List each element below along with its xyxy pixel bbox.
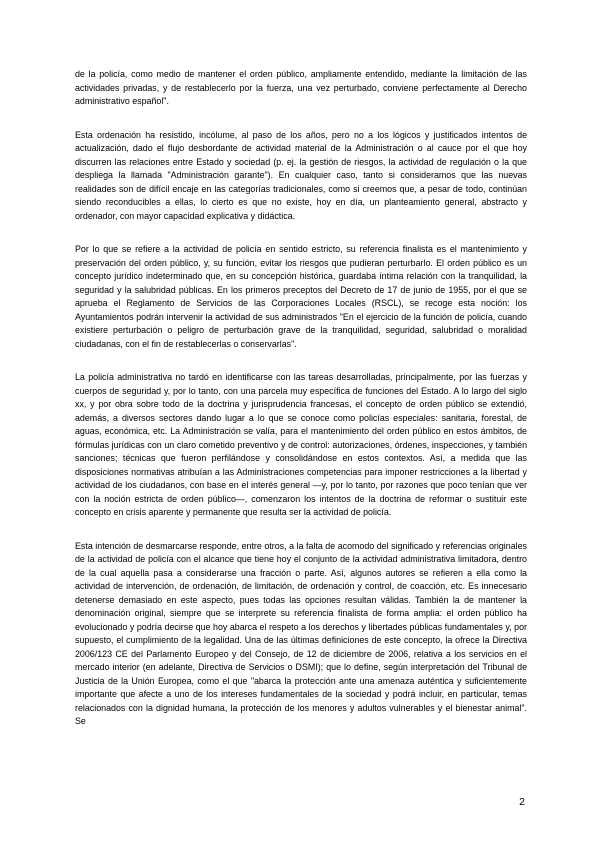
paragraph-4: La policía administrativa no tardó en identificarse con las tareas desarrolladas, principalmente, por las fuerzas y cuerpos de seguridad y, por lo tanto, con una parcela muy específica de funciones del Estado. A lo largo del siglo xx, y por obra sobre todo de la doctrina y jurisprudencia francesas, el concepto de orden público se extendió, además, a diversos sectores dando lugar a lo que se conoce como policías especiales: sanitaria, forestal, de aguas, económica, etc. La Administración se valía, para el mantenimiento del orden público en estos ámbitos, de fórmulas jurídicas con un claro cometido preventivo y de control: autorizaciones, órdenes, inspecciones, y también sanciones; técnicas que fueron perfilándose y consolidándose en estos contextos. Así, a medida que las disposiciones normativas atribuían a las Administraciones competencias para imponer restricciones a la libertad y actividad de los ciudadanos, con base en el interés general —y, por lo tanto, por razones que poco tenían que ver con la noción estricta de orden público—, comenzaron los intentos de la doctrina de reformar o sustituir este concepto en crisis aparente y permanente que resulta ser la actividad de policía. (75, 372, 527, 517)
page-number: 2 (519, 796, 525, 808)
document-body (75, 68, 527, 749)
paragraph-5: Esta intención de desmarcarse responde, entre otros, a la falta de acomodo del significado y referencias originales de la actividad de policía con el alcance que tiene hoy el conjunto de la actividad administrativa limitadora, dentro de la cual aquella pasa a considerarse una fracción o parte. Así, algunos autores se refieren a ella como la actividad de intervención, de ordenación, de limitación, de ordenación y control, de coacción, etc. Es innecesario detenerse demasiado en este aspecto, pues todas las opciones resultan válidas. También la de mantener la denominación original, siempre que se interprete su referencia finalista de forma amplia: el orden público ha evolucionado y podría decirse que hoy abarca el respeto a los derechos y libertades públicas fundamentales y, por supuesto, el cumplimiento de la legalidad. Una de las últimas definiciones de este concepto, la ofrece la Directiva 2006/123 CE del Parlamento Europeo y del Consejo, de 12 de diciembre de 2006, relativa a los servicios en el mercado interior (en adelante, Directiva de Servicios o DSMI); que lo define, según interpretación del Tribunal de Justicia de la Unión Europea, como el que "abarca la protección ante una amenaza auténtica y suficientemente importante que afecte a uno de los intereses fundamentales de la sociedad y podrá incluir, en particular, temas relacionados con la dignidad humana, la protección de los menores y adultos vulnerables y el bienestar animal". Se (75, 540, 527, 726)
paragraph-3: Por lo que se refiere a la actividad de policía en sentido estricto, su referencia finalista es el mantenimiento y preservación del orden público, y, su función, evitar los riesgos que pudieran perturbarlo. El orden público es un concepto jurídico indeterminado que, en su concepción histórica, guardaba íntima relación con la tranquilidad, la seguridad y la salubridad públicas. En los primeros preceptos del Decreto de 17 de junio de 1955, por el que se aprueba el Reglamento de Servicios de las Corporaciones Locales (RSCL), se recoge esta noción: los Ayuntamientos podrán intervenir la actividad de sus administrados "En el ejercicio de la función de policía, cuando existiere perturbación o peligro de perturbación grave de la tranquilidad, seguridad, salubridad o moralidad ciudadanas, con el fin de restablecerlas o conservarlas". (75, 244, 527, 349)
paragraph-2: Esta ordenación ha resistido, incólume, al paso de los años, pero no a los lógicos y justificados intentos de actualización, dado el flujo desbordante de actividad material de la Administración o al cauce por el que hoy discurren las relaciones entre Estado y sociedad (p. ej. la gestión de riesgos, la actividad de regulación o la que despliega la llamada "Administración garante"). En cualquier caso, tanto si consideramos que las nuevas realidades son de difícil encaje en las categorías tradicionales, como si creemos que, a pesar de todo, continúan siendo reconducibles a ellas, lo cierto es que no existe, hoy en día, un planteamiento general, abstracto y ordenador, con mayor capacidad explicativa y didáctica. (75, 129, 527, 221)
paragraph-1: de la policía, como medio de mantener el orden público, ampliamente entendido, mediante la limitación de las actividades privadas, y de restablecerlo por la fuerza, una vez perturbado, conviene perfectamente al Derecho administrativo español". (75, 69, 527, 106)
